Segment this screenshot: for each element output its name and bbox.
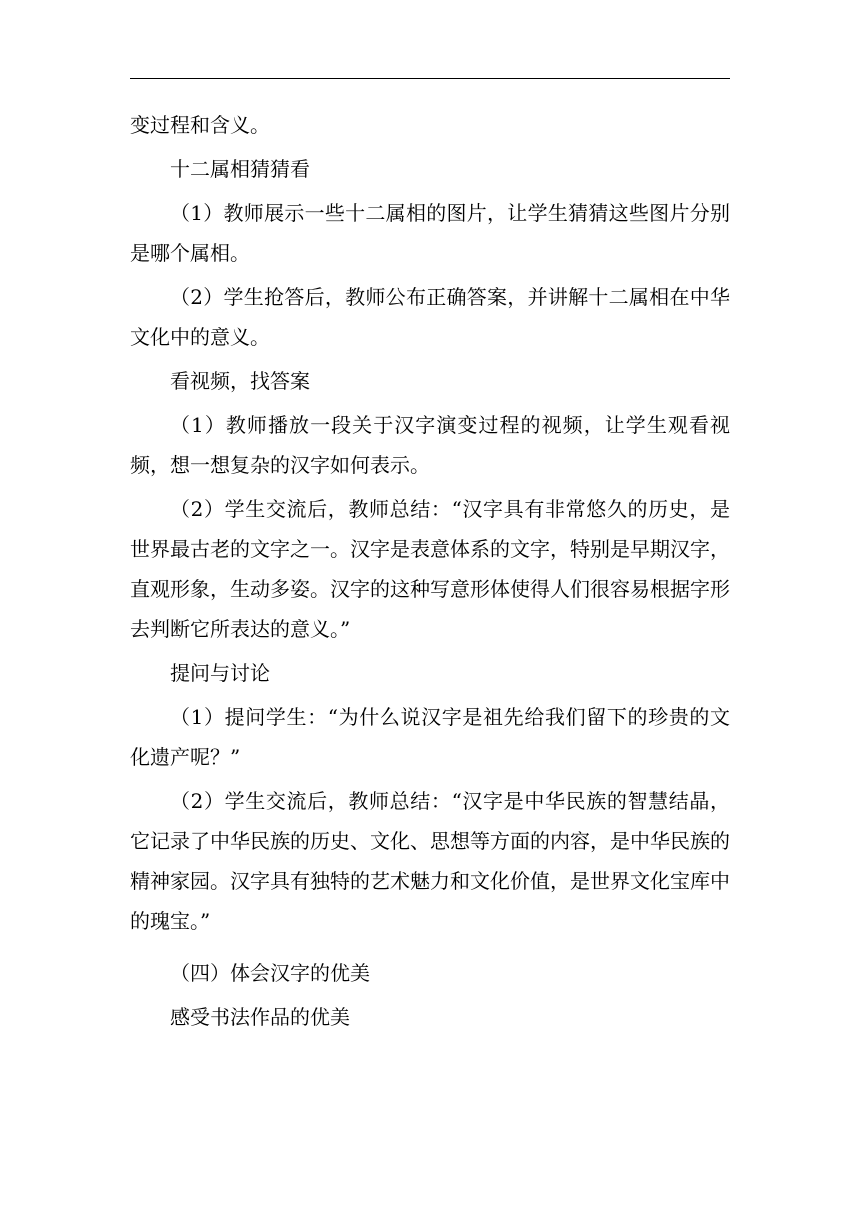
paragraph: （2）学生交流后，教师总结：“汉字具有非常悠久的历史，是世界最古老的文字之一。汉字是表意体系的文字，特别是早期汉字，直观形象，生动多姿。汉字的这种写意形体使得人们很容易根据字形去判断它所表达的意义。” [130,497,730,641]
section-heading: 感受书法作品的优美 [170,1005,350,1029]
paragraph: 变过程和含义。 [130,113,270,137]
paragraph: （1）教师播放一段关于汉字演变过程的视频，让学生观看视频，想一想复杂的汉字如何表示。 [130,413,730,477]
section-heading: 看视频，找答案 [170,369,310,393]
paragraph: （2）学生抢答后，教师公布正确答案，并讲解十二属相在中华文化中的意义。 [130,285,730,349]
header-rule [130,78,730,79]
section-heading: 提问与讨论 [170,661,270,685]
paragraph: （1）提问学生：“为什么说汉字是祖先给我们留下的珍贵的文化遗产呢？” [130,705,730,769]
document-body [130,105,730,1037]
section-heading: （四）体会汉字的优美 [170,961,370,985]
section-heading: 十二属相猜猜看 [170,157,310,181]
paragraph: （2）学生交流后，教师总结：“汉字是中华民族的智慧结晶，它记录了中华民族的历史、文化、思想等方面的内容，是中华民族的精神家园。汉字具有独特的艺术魅力和文化价值，是世界文化宝库中的瑰宝。” [130,789,730,933]
paragraph: （1）教师展示一些十二属相的图片，让学生猜猜这些图片分别是哪个属相。 [130,201,730,265]
